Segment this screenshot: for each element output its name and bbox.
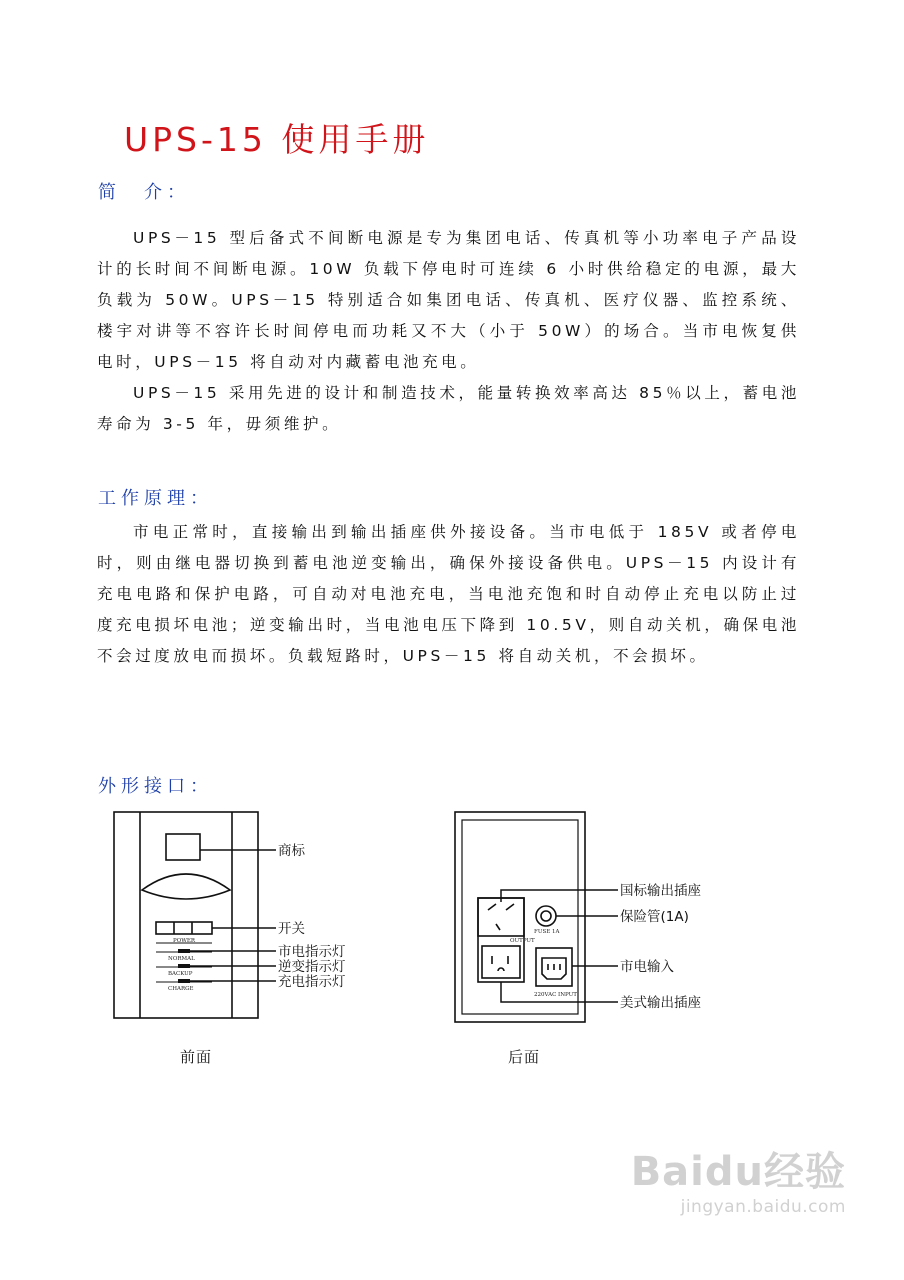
fuse-holder — [536, 906, 556, 926]
label-us-outlet: 美式输出插座 — [620, 995, 701, 1011]
label-fuse: 保险管(1A) — [620, 909, 689, 925]
power-switch — [156, 922, 212, 934]
principle-paragraph-1: 市电正常时，直接输出到输出插座供外接设备。当市电低于 185V 或者停电时，则由继电器切换到蓄电池逆变输出，确保外接设备供电。UPS－15 内设计有充电电路和保护电路，可自动对电池充电，当电池充饱和时自动停止充电以防止过度充电损坏电池；逆变输出时，当电池电压下降到 10.5V，则自动关机，确保电池不会过度放电而损坏。负载短路时，UPS－15 将自动关机，不会损坏。 — [97, 523, 800, 665]
label-switch: 开关 — [278, 921, 305, 937]
panel-text-output: OUTPUT — [510, 938, 535, 944]
us-outlet — [482, 946, 520, 978]
intro-heading: 简 介： — [98, 182, 190, 203]
panel-text-backup: BACKUP — [168, 971, 193, 977]
interfaces-heading: 外形接口： — [98, 776, 213, 797]
label-inverter-indicator: 逆变指示灯 — [278, 959, 346, 975]
watermark-url: jingyan.baidu.com — [680, 1197, 846, 1217]
back-outer-case — [455, 812, 585, 1022]
document-title: UPS-15 使用手册 — [124, 120, 430, 159]
front-panel-diagram — [108, 808, 428, 1028]
intro-body — [97, 223, 800, 440]
panel-text-power: POWER — [173, 938, 196, 944]
front-display-window — [142, 874, 230, 899]
normal-led — [178, 949, 190, 953]
back-caption: 后面 — [508, 1048, 541, 1066]
front-caption: 前面 — [180, 1048, 213, 1066]
intro-paragraph-2: UPS－15 采用先进的设计和制造技术，能量转换效率高达 85％以上，蓄电池寿命为 3-5 年，毋须维护。 — [97, 384, 800, 433]
back-panel-diagram — [448, 806, 748, 1028]
panel-text-charge: CHARGE — [168, 986, 194, 992]
panel-text-fuse: FUSE 1A — [534, 929, 560, 935]
baidu-watermark — [631, 1140, 846, 1217]
label-charge-indicator: 充电指示灯 — [278, 974, 346, 990]
intro-paragraph-1: UPS－15 型后备式不间断电源是专为集团电话、传真机等小功率电子产品设计的长时间不间断电源。10W 负载下停电时可连续 6 小时供给稳定的电源，最大负载为 50W。UPS－15 特别适合如集团电话、传真机、医疗仪器、监控系统、楼宇对讲等不容许长时间停电而功耗又不大（小于 50W）的场合。当市电恢复供电时，UPS－15 将自动对内藏蓄电池充电。 — [97, 229, 800, 371]
panel-text-normal: NORMAL — [168, 956, 195, 962]
charge-led — [178, 979, 190, 983]
watermark-brand: Baidu经验 — [630, 1149, 846, 1195]
principle-heading: 工作原理： — [98, 488, 213, 509]
principle-body — [97, 517, 800, 672]
label-mains-indicator: 市电指示灯 — [278, 944, 346, 960]
backup-led — [178, 964, 190, 968]
logo-box — [166, 834, 200, 860]
gb-outlet — [478, 898, 524, 936]
panel-text-input: 220VAC INPUT — [534, 992, 577, 998]
label-mains-input: 市电输入 — [620, 959, 674, 975]
label-gb-outlet: 国标输出插座 — [620, 883, 701, 899]
label-logo: 商标 — [278, 843, 305, 859]
